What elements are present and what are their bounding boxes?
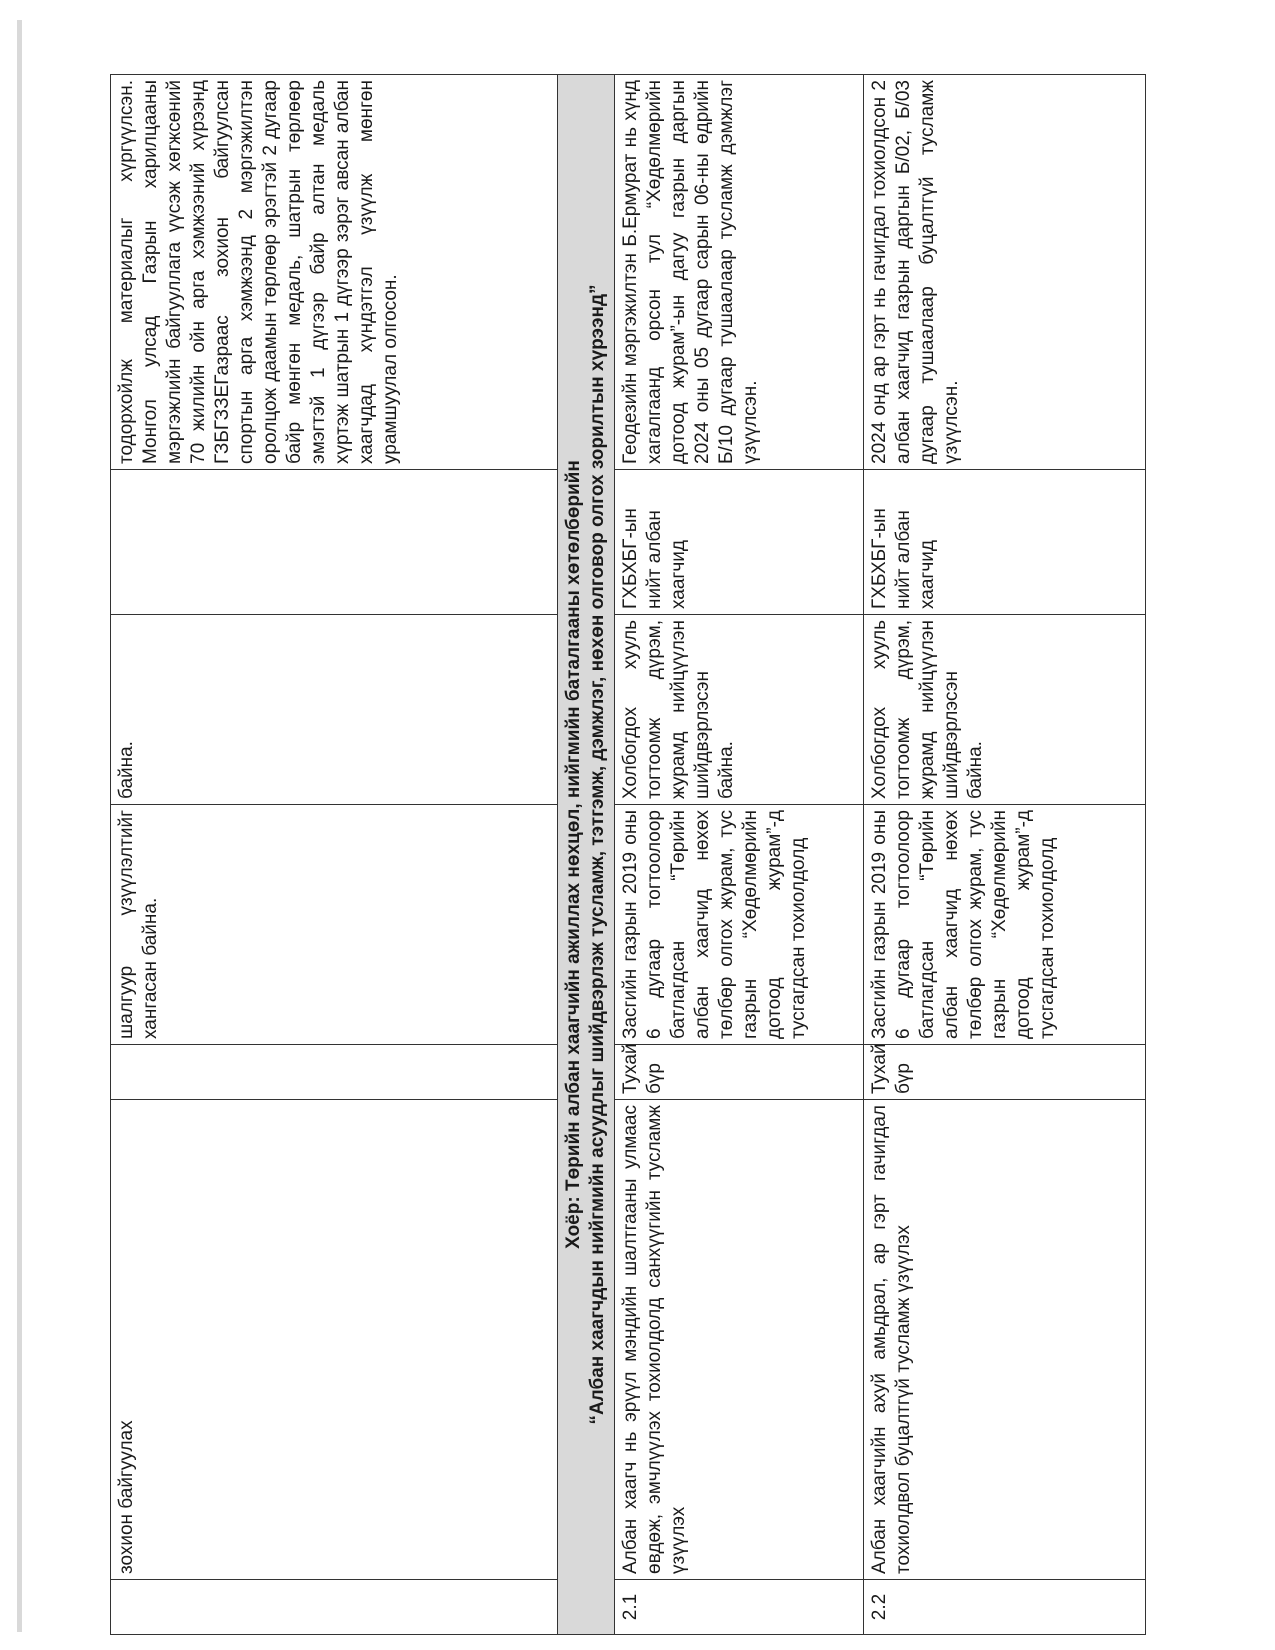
section-subtitle: “Албан хаагчдын нийгмийн асуудлыг шийдвэрлэж тусламж, тэтгэмж, дэмжлэг, нөхөн олговор олгох зорилтын хүрээнд” [587, 284, 608, 1425]
row-number: 2.1 [615, 1580, 864, 1635]
cell-criteria: Засгийн газрын 2019 оны 6 дугаар тогтоолоор батлагдсан “Төрийн албан хаагчид нөхөх төлбөр олгох журам, тус газрын “Хөдөлмөрийн дотоод журам”-д тусгагдсан тохиолдолд [864, 805, 1146, 1045]
cell-criteria: шалгуур үзүүлэлтийг хангасан байна. [111, 805, 558, 1045]
rotated-content [110, 75, 1140, 1635]
section-title: Хоёр: Төрийн албан хаагчийн ажиллах нөхцөл, нийгмийн баталгааны хөтөлбөрийн [563, 460, 584, 1249]
table-row [111, 75, 558, 1635]
cell-result: 2024 онд ар гэрт нь гачигдал тохиолдсон 2 албан хаагчид газрын даргын Б/02, Б/03 дугаар тушаалаар буцалтгүй тусламж үзүүлсэн. [864, 75, 1146, 470]
cell-outcome: Холбогдох хууль тогтоомж дүрэм, журамд нийцүүлэн шийдвэрлэсэн байна. [615, 615, 864, 805]
cell-outcome: Холбогдох хууль тогтоомж дүрэм, журамд нийцүүлэн шийдвэрлэсэн байна. [864, 615, 1146, 805]
cell-measure: зохион байгуулах [111, 1100, 558, 1580]
cell-participants: ГХБХБГ-ын нийт албан хаагчид [615, 470, 864, 615]
row-number: 2.2 [864, 1580, 1146, 1635]
cell-result: тодорхойлж материалыг хүргүүлсэн. Монгол улсад Газрын харилцааны мэргэжлийн байгууллага үүсэж хөгжсөний 70 жилийн ойн арга хэмжээний хүрээнд ГЗБГЗЗЕГазраас зохион байгуулсан спортын арга хэмжээнд 2 мэргэжилтэн оролцож даамын төрлөөр эрэгтэй 2 дугаар байр мөнгөн медаль, шатрын төрлөөр эмэгтэй 1 дүгээр байр алтан медаль хүртэж шатрын 1 дүгээр зэрэг авсан албан хаагчдад хүндэтгэл үзүүлж мөнгөн урамшуулал олгосон. [111, 75, 558, 470]
cell-measure: Албан хаагчийн ахуй амьдрал, ар гэрт гачигдал тохиолдвол буцалтгүй тусламж үзүүлэх [864, 1100, 1146, 1580]
plan-table [110, 74, 1146, 1635]
document-page [110, 75, 1140, 1635]
cell-criteria: Засгийн газрын 2019 оны 6 дугаар тогтоолоор батлагдсан “Төрийн албан хаагчид нөхөх төлбөр олгох журам, тус газрын “Хөдөлмөрийн дотоод журам”-д тусгагдсан тохиолдолд [615, 805, 864, 1045]
cell-period: Тухай бүр [864, 1045, 1146, 1100]
cell-num [111, 1580, 558, 1635]
section-header-row [558, 75, 615, 1635]
section-header [558, 75, 615, 1635]
cell-participants [111, 470, 558, 615]
scan-margin-line [17, 20, 22, 1632]
cell-result: Геодезийн мэргэжилтэн Б.Ермурат нь хүнд хагалгаанд орсон тул “Хөдөлмөрийн дотоод журам”-ын дагуу газрын даргын 2024 оны 05 дугаар сарын 06-ны өдрийн Б/10 дугаар тушаалаар тусламж дэмжлэг үзүүлсэн. [615, 75, 864, 470]
table-row [864, 75, 1146, 1635]
cell-period: Тухай бүр [615, 1045, 864, 1100]
cell-measure: Албан хаагч нь эрүүл мэндийн шалтгааны улмаас өвдөж, эмчлүүлэх тохиолдолд санхүүгийн тусламж үзүүлэх [615, 1100, 864, 1580]
cell-period [111, 1045, 558, 1100]
cell-participants: ГХБХБГ-ын нийт албан хаагчид [864, 470, 1146, 615]
table-row [615, 75, 864, 1635]
cell-outcome: байна. [111, 615, 558, 805]
